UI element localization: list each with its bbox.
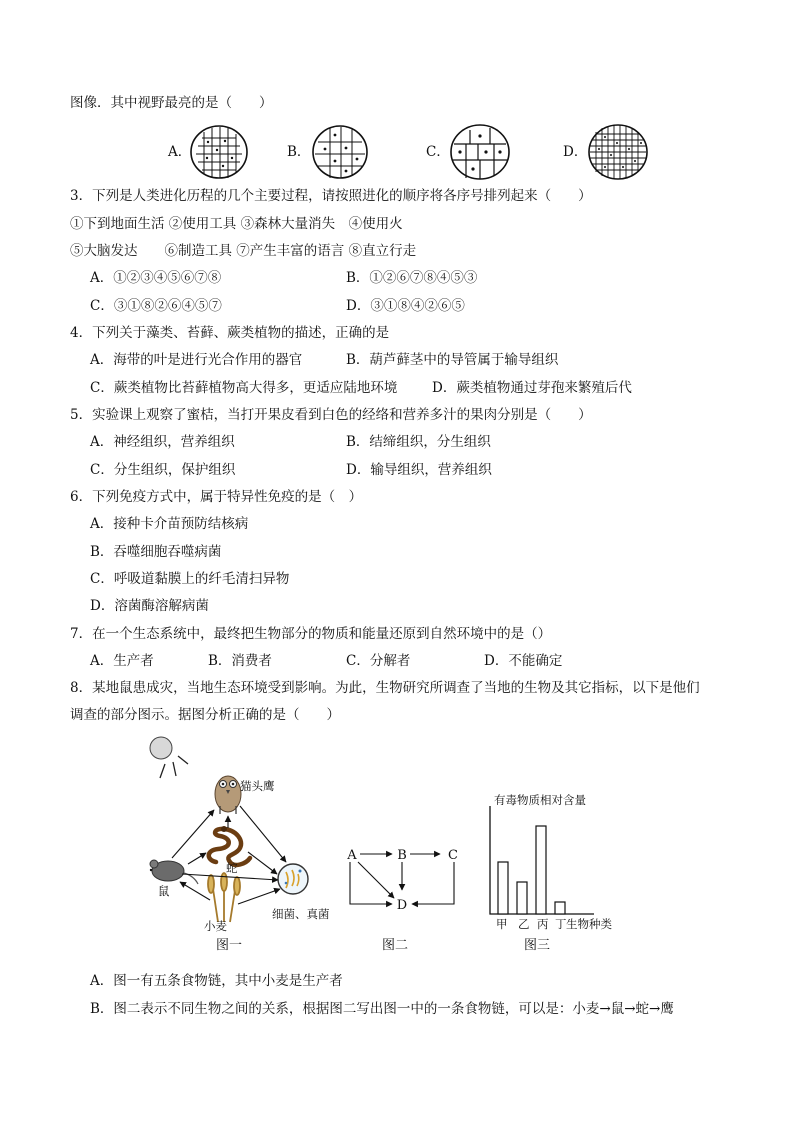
decomposer-label: 细菌、真菌 <box>272 907 330 921</box>
figure-3-caption: 图三 <box>524 938 551 953</box>
food-web-diagram <box>140 734 340 934</box>
bar-ding <box>555 902 565 914</box>
q7-stem: 7．在一个生态系统中，最终把生物部分的物质和能量还原到自然环境中的是（） <box>70 626 552 642</box>
q3-items-line2: ⑤大脑发达 ⑥制造工具 ⑦产生丰富的语言 ⑧直立行走 <box>70 243 417 259</box>
q5-option-b: B．结缔组织，分生组织 <box>346 434 491 450</box>
q5-option-c: C．分生组织，保护组织 <box>90 462 236 478</box>
q6-option-d: D．溶菌酶溶解病菌 <box>90 598 209 614</box>
node-a: A <box>347 848 357 863</box>
category-jia: 甲 <box>496 917 508 931</box>
q5-option-a: A．神经组织，营养组织 <box>90 434 235 450</box>
q8-option-b: B．图二表示不同生物之间的关系，根据图二写出图一中的一条食物链，可以是：小麦→鼠→蛇→鹰 <box>90 1001 674 1017</box>
q2-option-c-image <box>448 122 512 182</box>
q6-stem: 6．下列免疫方式中，属于特异性免疫的是（ ） <box>70 489 363 505</box>
bar-yi <box>517 882 527 914</box>
q2-option-d-label: D． <box>563 144 588 160</box>
q2-option-a-image <box>188 124 250 180</box>
category-ding: 丁 <box>555 917 567 931</box>
node-d: D <box>396 898 408 913</box>
q4-option-a: A．海带的叶是进行光合作用的器官 <box>90 352 303 368</box>
chart-xlabel: 生物种类 <box>566 917 612 931</box>
wheat-label: 小麦 <box>204 919 227 933</box>
mouse-icon <box>150 860 198 884</box>
q2-option-b-image <box>310 124 370 180</box>
node-c: C <box>448 848 458 863</box>
category-bing: 丙 <box>537 917 549 931</box>
toxin-bar-chart <box>484 806 614 918</box>
q2-stem-tail: 图像．其中视野最亮的是（ ） <box>70 95 273 111</box>
q3-stem: 3．下列是人类进化历程的几个主要过程，请按照进化的顺序将各序号排列起来（ ） <box>70 188 592 204</box>
q8-stem-line2: 调查的部分图示。据图分析正确的是（ ） <box>70 707 340 723</box>
q2-option-b-label: B． <box>287 144 311 160</box>
owl-icon <box>215 776 241 814</box>
q3-option-a: A．①②③④⑤⑥⑦⑧ <box>90 270 222 286</box>
q3-option-b: B．①②⑥⑦⑧④⑤③ <box>346 270 478 286</box>
q3-option-c: C．③①⑧②⑥④⑤⑦ <box>90 298 222 314</box>
q8-option-a: A．图一有五条食物链，其中小麦是生产者 <box>90 973 343 989</box>
q4-option-b: B．葫芦藓茎中的导管属于输导组织 <box>346 352 559 368</box>
q2-option-a-label: A． <box>168 144 192 160</box>
snake-label: 蛇 <box>226 861 238 875</box>
q3-option-d: D．③①⑧④②⑥⑤ <box>346 298 465 314</box>
node-b: B <box>397 848 407 863</box>
q7-option-a: A．生产者 <box>90 653 154 669</box>
figure-1-caption: 图一 <box>216 938 243 953</box>
q2-option-c-label: C． <box>426 144 450 160</box>
q3-items-line1: ①下到地面生活 ②使用工具 ③森林大量消失 ④使用火 <box>70 216 403 232</box>
bar-bing <box>536 826 546 914</box>
q7-option-d: D．不能确定 <box>484 653 563 669</box>
relationship-diagram <box>340 840 470 920</box>
q5-option-d: D．输导组织，营养组织 <box>346 462 492 478</box>
bacteria-fungi-icon <box>278 864 308 894</box>
q6-option-a: A．接种卡介苗预防结核病 <box>90 516 249 532</box>
q4-stem: 4．下列关于藻类、苔藓、蕨类植物的描述，正确的是 <box>70 325 390 341</box>
bar-jia <box>498 862 508 914</box>
q4-option-c: C．蕨类植物比苔藓植物高大得多，更适应陆地环境 <box>90 380 398 396</box>
sun-icon <box>150 737 188 778</box>
wheat-icon <box>208 873 240 922</box>
q2-option-d-image <box>586 122 650 182</box>
q5-stem: 5．实验课上观察了蜜桔，当打开果皮看到白色的经络和营养多汁的果肉分别是（ ） <box>70 407 592 423</box>
q6-option-c: C．呼吸道黏膜上的纤毛清扫异物 <box>90 571 290 587</box>
q7-option-c: C．分解者 <box>346 653 411 669</box>
mouse-label: 鼠 <box>158 884 170 898</box>
q8-stem-line1: 8．某地鼠患成灾，当地生态环境受到影响。为此，生物研究所调查了当地的生物及其它指标，以下是他们 <box>70 680 700 696</box>
q6-option-b: B．吞噬细胞吞噬病菌 <box>90 544 222 560</box>
category-yi: 乙 <box>518 917 530 931</box>
figure-2-caption: 图二 <box>382 938 409 953</box>
q4-option-d: D．蕨类植物通过芽孢来繁殖后代 <box>432 380 632 396</box>
owl-label: 猫头鹰 <box>240 779 275 793</box>
q7-option-b: B．消费者 <box>208 653 272 669</box>
chart-ylabel: 有毒物质相对含量 <box>494 793 586 807</box>
